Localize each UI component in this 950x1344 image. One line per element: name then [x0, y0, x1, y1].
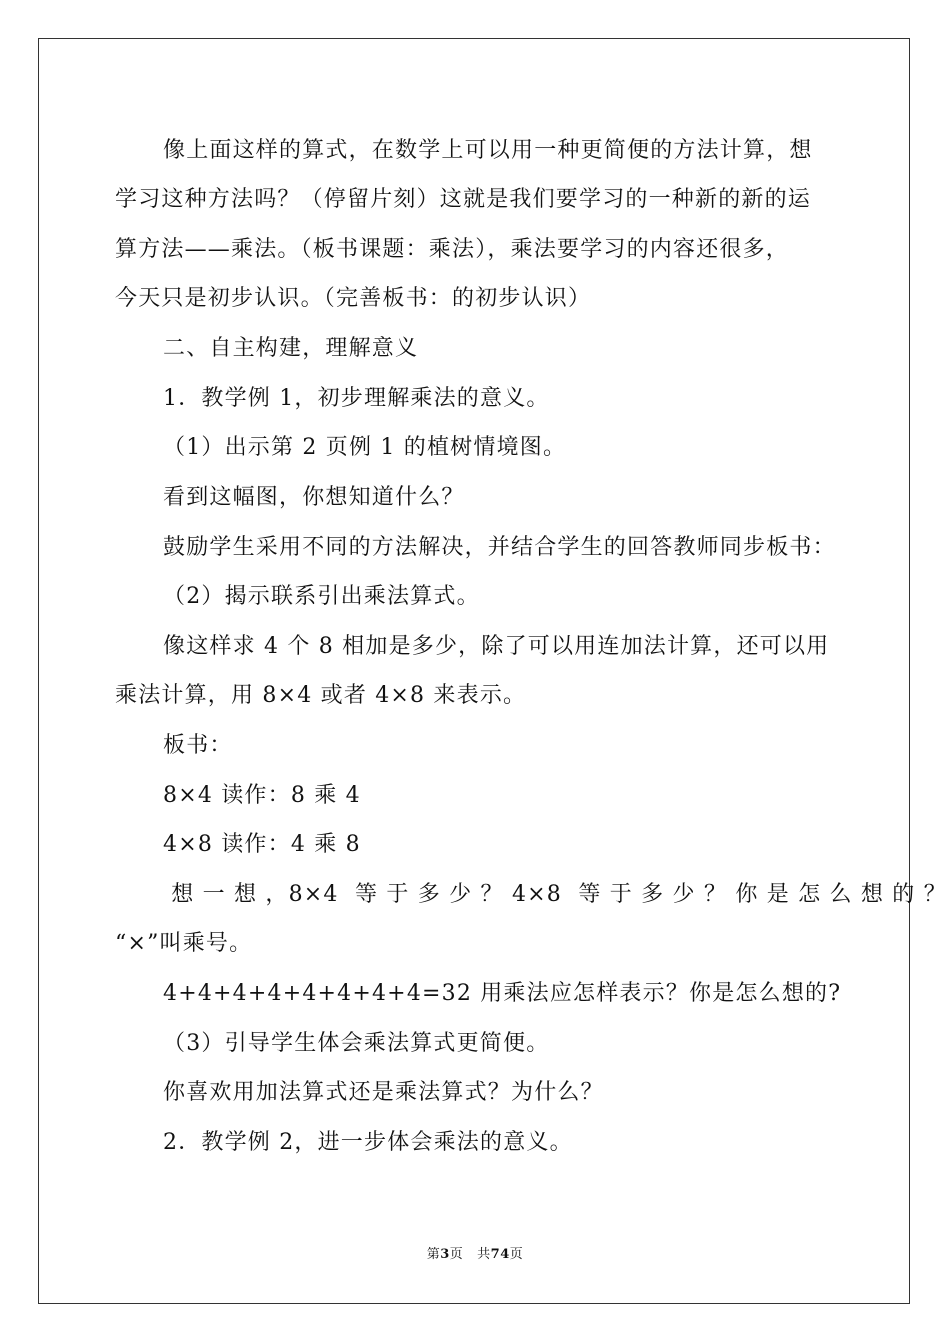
text-line: 看到这幅图，你想知道什么？ [163, 485, 465, 510]
text-line: 你喜欢用加法算式还是乘法算式？为什么？ [163, 1080, 604, 1105]
text-line: 像这样求 4 个 8 相加是多少，除了可以用连加法计算，还可以用 [163, 634, 830, 659]
footer-suffix: 页 [509, 1247, 524, 1262]
text-line: 乘法计算，用 8×4 或者 4×8 来表示。 [115, 683, 527, 708]
text-line: （1）出示第 2 页例 1 的植树情境图。 [163, 435, 567, 460]
text-line: 学习这种方法吗？（停留片刻）这就是我们要学习的一种新的新的运 [115, 187, 812, 212]
page-footer [0, 1246, 950, 1264]
text-line: 算方法——乘法。（板书课题：乘法），乘法要学习的内容还很多， [115, 237, 790, 262]
current-page-number: 3 [440, 1247, 450, 1262]
total-pages-number: 74 [490, 1247, 510, 1262]
text-line: （3）引导学生体会乘法算式更简便。 [163, 1031, 550, 1056]
text-line: 4×8 读作：4 乘 8 [163, 832, 361, 857]
text-line: 4+4+4+4+4+4+4+4=32 用乘法应怎样表示？你是怎么想的? [163, 981, 842, 1006]
text-line: 8×4 读作：8 乘 4 [163, 783, 361, 808]
text-line: 今天只是初步认识。（完善板书：的初步认识） [115, 286, 592, 311]
text-line: 2．教学例 2，进一步体会乘法的意义。 [163, 1130, 573, 1155]
text-line: “×”叫乘号。 [115, 931, 253, 956]
page-border [38, 38, 910, 1304]
footer-middle: 页 共 [449, 1247, 491, 1262]
text-line: （2）揭示联系引出乘法算式。 [163, 584, 480, 609]
text-line: 像上面这样的算式，在数学上可以用一种更简便的方法计算，想 [163, 138, 813, 163]
text-line: 1．教学例 1，初步理解乘法的意义。 [163, 386, 550, 411]
text-line: 板书： [163, 733, 233, 758]
footer-prefix: 第 [426, 1247, 441, 1262]
section-heading: 二、自主构建，理解意义 [163, 336, 419, 361]
text-line: 鼓励学生采用不同的方法解决，并结合学生的回答教师同步板书： [163, 535, 836, 560]
text-line: 想 一 想 ，8×4 等 于 多 少 ？ 4×8 等 于 多 少 ？ 你 是 怎 么 想 的 ？ [163, 882, 947, 907]
